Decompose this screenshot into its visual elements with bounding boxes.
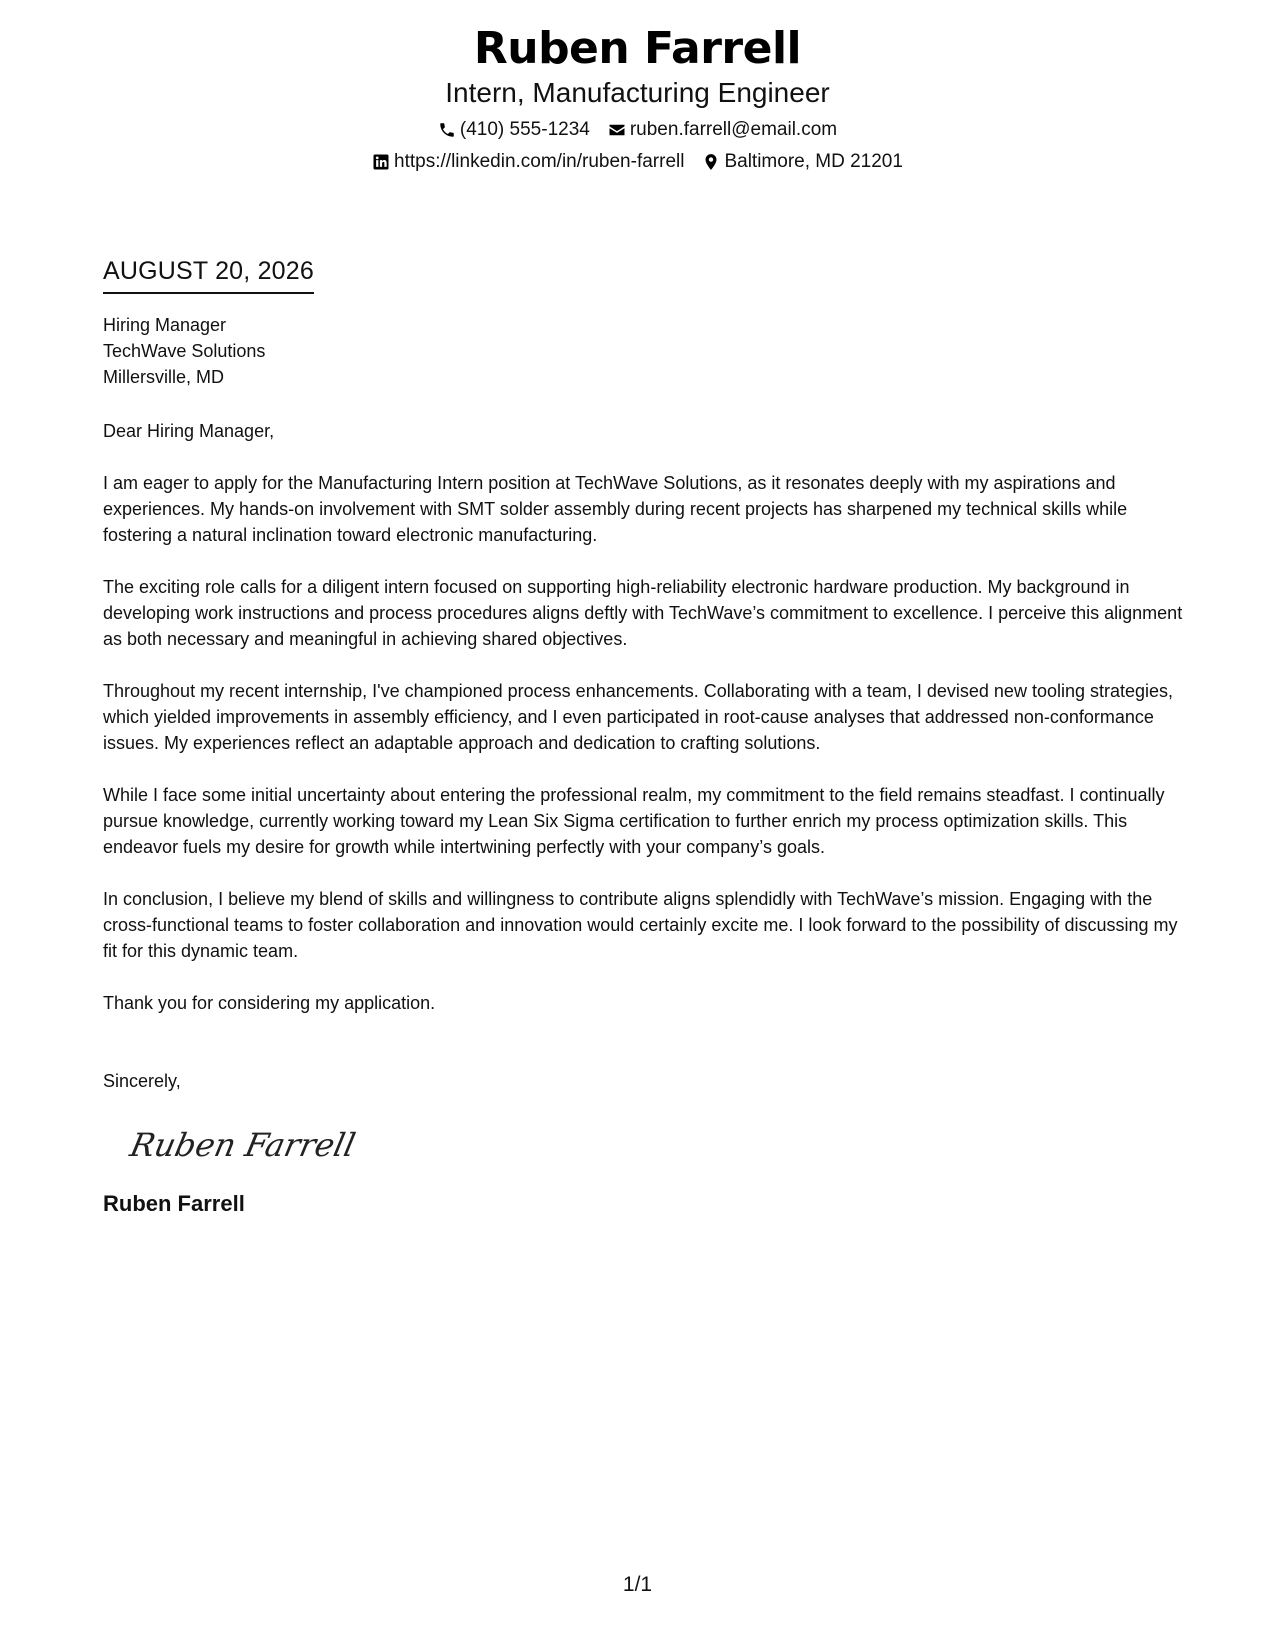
applicant-name: Ruben Farrell	[473, 23, 802, 74]
contact-row-1	[0, 118, 1275, 142]
map-pin-icon	[702, 153, 720, 171]
body-paragraph: In conclusion, I believe my blend of skills and willingness to contribute aligns splendidly with TechWave’s mission. Engaging with the cross-functional teams to foster collaboration and innovation would certainly excite me. I look forward to the possibility of discussing my fit for this dynamic team.	[103, 889, 1178, 961]
page-number: 1/1	[622, 1573, 653, 1596]
salutation: Dear Hiring Manager,	[103, 421, 275, 441]
body-paragraph: While I face some initial uncertainty about entering the professional realm, my commitment to the field remains steadfast. I continually pursue knowledge, currently working toward my Lean Six Sigma certification to further enrich my process optimization skills. This endeavor fuels my desire for growth while intertwining perfectly with your company’s goals.	[103, 785, 1165, 857]
linkedin-icon	[372, 153, 390, 171]
recipient-block	[103, 312, 1183, 390]
phone-contact	[438, 118, 590, 142]
signer-name: Ruben Farrell	[103, 1191, 245, 1216]
body-paragraph: The exciting role calls for a diligent intern focused on supporting high-reliability electronic hardware production. My background in developing work instructions and process procedures aligns deftly with TechWave’s commitment to excellence. I perceive this alignment as both necessary and meaningful in achieving shared objectives.	[103, 577, 1183, 649]
linkedin-contact[interactable]	[372, 150, 684, 174]
envelope-icon	[608, 121, 626, 139]
letter-header	[0, 22, 1275, 174]
email-address[interactable]: ruben.farrell@email.com	[629, 119, 838, 140]
phone-number: (410) 555-1234	[459, 119, 590, 140]
contact-row-2	[0, 150, 1275, 174]
body-paragraph: I am eager to apply for the Manufacturing Intern position at TechWave Solutions, as it resonates deeply with my aspirations and experiences. My hands-on involvement with SMT solder assembly during recent projects has sharpened my technical skills while fostering a natural inclination toward electronic manufacturing.	[103, 473, 1128, 545]
body-paragraph: Thank you for considering my application.	[103, 993, 436, 1013]
phone-icon	[438, 121, 456, 139]
letter-body	[103, 256, 1183, 1218]
signature-glyphs: Ruben Farrell	[126, 1126, 359, 1164]
location-text: Baltimore, MD 21201	[724, 151, 903, 172]
recipient-line: TechWave Solutions	[103, 341, 266, 361]
location-contact	[702, 150, 902, 174]
recipient-line: Hiring Manager	[103, 315, 227, 335]
recipient-line: Millersville, MD	[103, 367, 224, 387]
email-contact[interactable]	[608, 118, 837, 142]
closing: Sincerely,	[103, 1071, 181, 1091]
linkedin-url[interactable]: https://linkedin.com/in/ruben-farrell	[394, 151, 685, 172]
body-paragraph: Throughout my recent internship, I've championed process enhancements. Collaborating with a team, I devised new tooling strategies, which yielded improvements in assembly efficiency, and I even participated in root-cause analyses that addressed non-conformance issues. My experiences reflect an adaptable approach and dedication to crafting solutions.	[103, 681, 1174, 753]
handwritten-signature	[125, 1116, 1183, 1172]
applicant-title: Intern, Manufacturing Engineer	[445, 77, 830, 108]
letter-date: AUGUST 20, 2026	[103, 256, 314, 294]
